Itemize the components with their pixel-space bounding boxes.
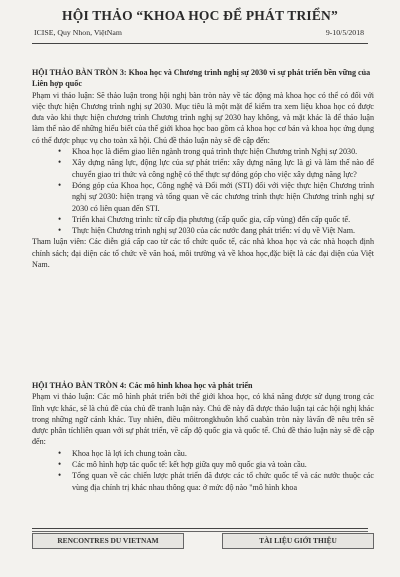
list-item: • Xây dựng năng lực, động lực của sự phát triển: xây dựng năng lực là gì và làm thế nào để chuyển giao tri thức và công nghệ có thể thực sự đóng góp cho việc xây dựng năng lực? — [72, 157, 374, 180]
round-table-4-title: HỘI THẢO BÀN TRÒN 4: Các mô hình khoa học và phát triển — [32, 381, 253, 390]
conference-title: HỘI THẢO “KHOA HỌC ĐỂ PHÁT TRIỂN” — [62, 8, 338, 23]
round-table-3-scope: Phạm vi thảo luận: Sẽ thảo luận trong hội nghị bàn tròn này về tác động mà khoa học có thể có đối với việc thực hiện Chương trình nghị sự 2030. Mục tiêu là một mặt để kiểm tra xem liệu khoa học có được đưa vào khi thực hiện chương trình Chương trình nghị sự 2030 hay không, và mặt khác là để thảo luận làm thế nào để những hiểu biết của thế giới khoa học bao gồm cả khoa học cơ bản và khoa học ứng dụng có thể được phục vụ cho toàn xã hội. Chủ đề thảo luận này sẽ đề cập đến: — [32, 90, 374, 145]
round-table-3-topics — [32, 146, 374, 236]
header-divider — [32, 43, 368, 44]
list-item: • Khoa học là lợi ích chung toàn cầu. — [72, 448, 374, 459]
list-item: • Đóng góp của Khoa học, Công nghệ và Đổi mới (STI) đối với việc thực hiện Chương trình nghị sự 2030: hiện trạng và tổng quan về các chương trình thực hiện Chương trình nghị sự 2030 có liên quan đến STI. — [72, 180, 374, 214]
round-table-3-participants: Tham luận viên: Các diễn giả cấp cao từ các tổ chức quốc tế, các nhà khoa học và các nhà hoạch định chính sách; đại diện các tổ chức về văn hoá, môi trường và về khoa học,đặc biệt là các đại diện của Việt Nam. — [32, 237, 374, 270]
header-subline — [34, 28, 364, 37]
round-table-4-topics — [32, 448, 374, 493]
round-table-3-title: HỘI THẢO BÀN TRÒN 3: Khoa học và Chương trình nghị sự 2030 vì sự phát triển bền vững của Liên hợp quốc — [32, 68, 371, 89]
list-item: • Tổng quan về các chiến lược phát triển đã được các tổ chức quốc tế và các nước thuộc các vùng địa chính trị khác nhau thông qua: ở mức độ nào "mô hình khoa — [72, 470, 374, 493]
footer-divider-thin — [32, 531, 368, 532]
venue: ICISE, Quy Nhon, ViệtNam — [34, 28, 122, 37]
footer-label-right: TÀI LIỆU GIỚI THIỆU — [222, 533, 374, 549]
round-table-4 — [32, 380, 374, 493]
footer-divider — [32, 528, 368, 529]
list-item: • Triển khai Chương trình: từ cấp địa phương (cấp quốc gia, cấp vùng) đến cấp quốc tế. — [72, 214, 374, 225]
footer-label-left: RENCONTRES DU VIETNAM — [32, 533, 184, 549]
round-table-3 — [32, 67, 374, 270]
list-item: • Các mô hình hợp tác quốc tế: kết hợp giữa quy mô quốc gia và toàn cầu. — [72, 459, 374, 470]
list-item: • Khoa học là điểm giao liên ngành trong quá trình thực hiện Chương trình Nghị sự 2030. — [72, 146, 374, 157]
round-table-4-scope: Phạm vi thảo luận: Các mô hình phát triển bởi thế giới khoa học, có khả năng được sử dụng trong các lĩnh vực khác, sẽ là chủ đề của chủ đề tranh luận này. Chủ đề này đã được thảo luận tại các hội nghị khác trong những ngữ cảnh khác. Tuy nhiên, điều môitrongkhuôn khổ cuabàn tròn này làvấn đề nêu trên sẽ được phân tíchliên quan với sự phát triển, về cấp độ quốc gia và quốc tế. Chủ đề thảo luận này sẽ đề cập đến: — [32, 392, 374, 447]
date: 9-10/5/2018 — [325, 28, 364, 37]
list-item: • Thực hiện Chương trình nghị sự 2030 của các nước đang phát triển: ví dụ về Việt Nam. — [72, 225, 374, 236]
